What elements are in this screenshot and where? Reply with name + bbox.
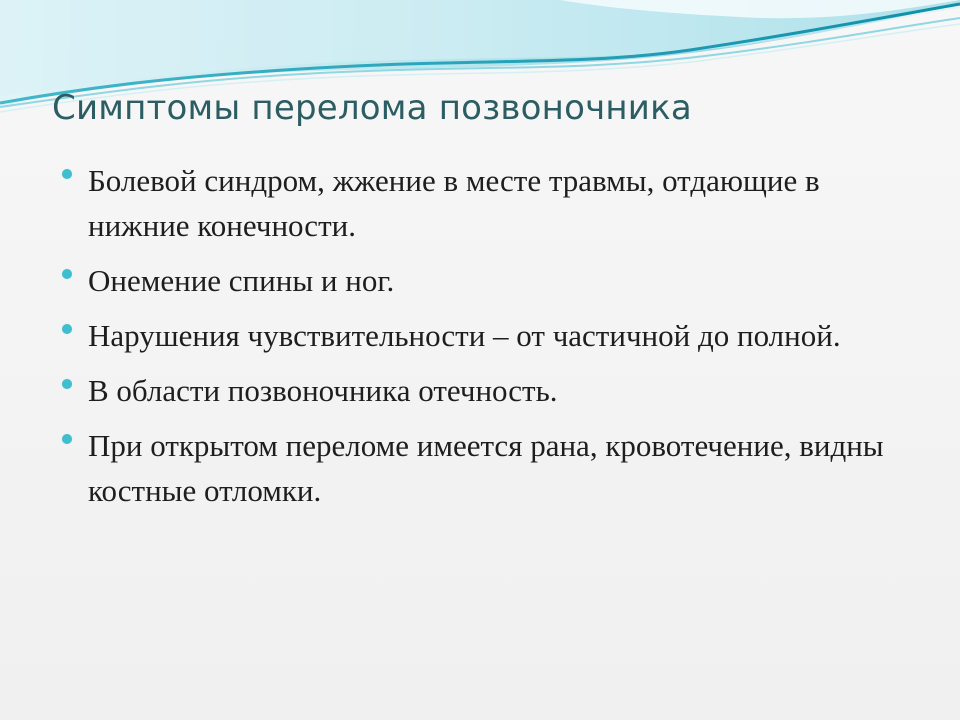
bullet-item-sensitivity [60, 313, 920, 358]
bullet-text: В области позвоночника отечность. [88, 373, 558, 408]
slide-title: Симптомы перелома позвоночника [52, 88, 692, 128]
bullet-dot-icon [62, 269, 72, 279]
bullet-dot-icon [62, 324, 72, 334]
bullet-dot-icon [62, 434, 72, 444]
bullet-item-open-fracture [60, 423, 920, 513]
bullet-text: Болевой синдром, жжение в месте травмы, отдающие в нижние конечности. [88, 163, 820, 243]
bullet-text: Онемение спины и ног. [88, 263, 395, 298]
bullet-item-numbness [60, 258, 920, 303]
bullet-text: При открытом переломе имеется рана, кровотечение, видны костные отломки. [88, 428, 884, 508]
bullet-list [60, 158, 920, 523]
bullet-dot-icon [62, 169, 72, 179]
bullet-text: Нарушения чувствительности – от частичной до полной. [88, 318, 841, 353]
bullet-item-swelling [60, 368, 920, 413]
bullet-item-pain [60, 158, 920, 248]
bullet-dot-icon [62, 379, 72, 389]
